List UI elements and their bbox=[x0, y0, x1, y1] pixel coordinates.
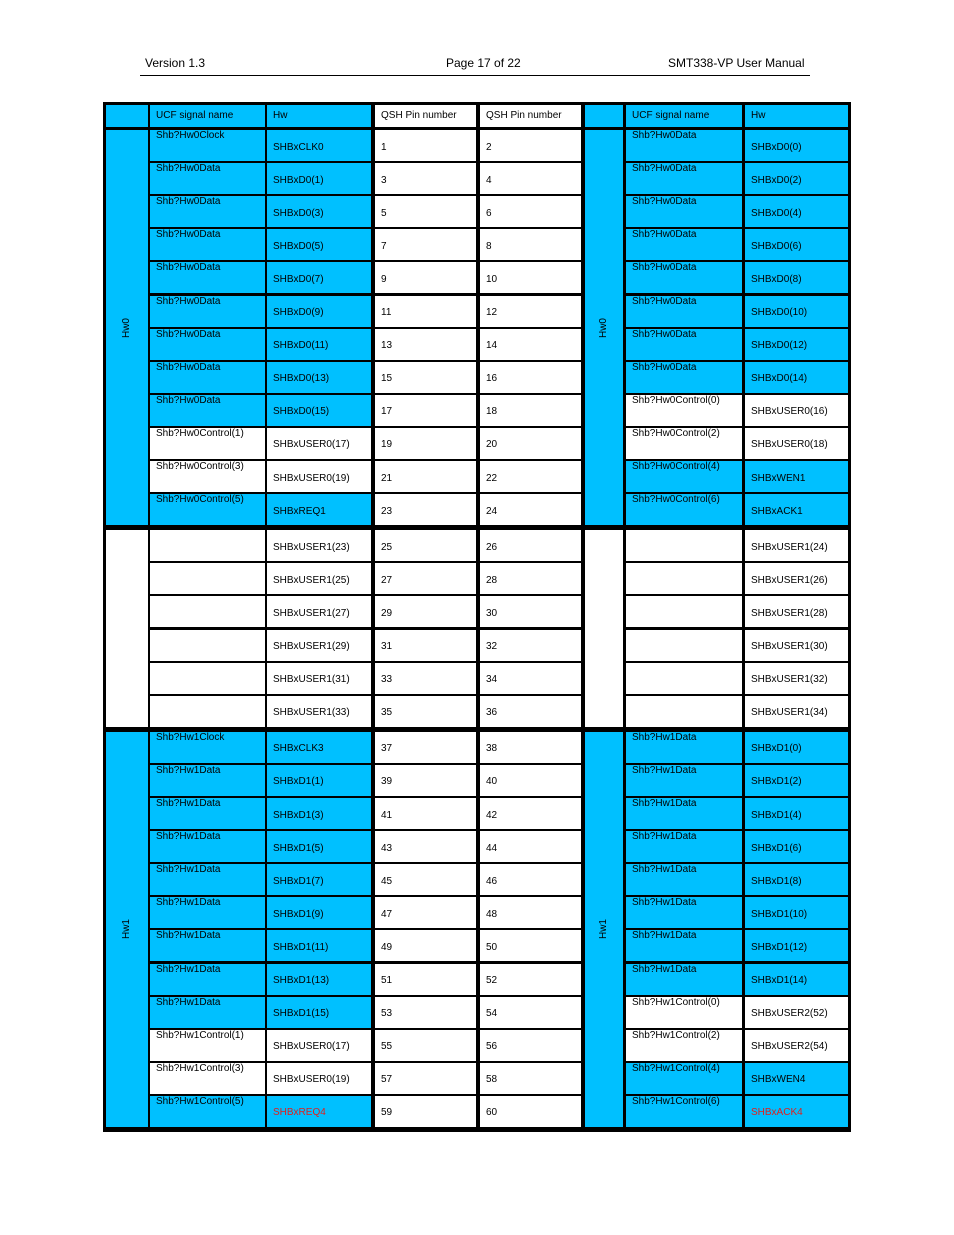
header-rule bbox=[140, 75, 810, 76]
header-blank-cell bbox=[106, 105, 148, 127]
qsh-pin-number: 8 bbox=[480, 229, 581, 260]
qsh-pin-number: 54 bbox=[480, 997, 581, 1028]
qsh-pin-number: 34 bbox=[480, 663, 581, 694]
ucf-signal-name: Shb?Hw1Control(4) bbox=[626, 1063, 742, 1094]
qsh-pin-number: 38 bbox=[480, 732, 581, 763]
ucf-signal-name: Shb?Hw1Data bbox=[626, 798, 742, 829]
qsh-pin-number: 60 bbox=[480, 1096, 581, 1127]
header-version: Version 1.3 bbox=[145, 56, 206, 70]
ucf-signal-name: Shb?Hw0Control(2) bbox=[626, 428, 742, 459]
hw-signal: SHBxD0(11) bbox=[267, 329, 371, 360]
hw-signal: SHBxD0(8) bbox=[745, 262, 848, 293]
hw-signal: SHBxD1(15) bbox=[267, 997, 371, 1028]
ucf-signal-name bbox=[150, 530, 265, 561]
qsh-pin-number: 46 bbox=[480, 864, 581, 895]
hw-signal: SHBxD0(10) bbox=[745, 296, 848, 327]
hw-signal: SHBxD1(4) bbox=[745, 798, 848, 829]
hw-signal: SHBxUSER1(31) bbox=[267, 663, 371, 694]
ucf-signal-name: Shb?Hw0Data bbox=[150, 329, 265, 360]
qsh-pin-number: 35 bbox=[375, 696, 476, 727]
ucf-signal-name: Shb?Hw1Data bbox=[626, 765, 742, 796]
ucf-signal-name: Shb?Hw1Control(1) bbox=[150, 1030, 265, 1061]
ucf-signal-name: Shb?Hw1Control(6) bbox=[626, 1096, 742, 1127]
ucf-signal-name: Shb?Hw1Data bbox=[150, 765, 265, 796]
ucf-signal-name: Shb?Hw0Control(6) bbox=[626, 494, 742, 525]
hw-signal: SHBxUSER1(23) bbox=[267, 530, 371, 561]
qsh-pin-number: 42 bbox=[480, 798, 581, 829]
ucf-signal-name: Shb?Hw0Control(4) bbox=[626, 461, 742, 492]
hw-signal: SHBxCLK0 bbox=[267, 130, 371, 161]
qsh-pin-number: 3 bbox=[375, 163, 476, 194]
hw-signal: SHBxUSER1(33) bbox=[267, 696, 371, 727]
qsh-pin-number: 58 bbox=[480, 1063, 581, 1094]
ucf-signal-name bbox=[150, 596, 265, 627]
ucf-signal-name: Shb?Hw0Data bbox=[626, 163, 742, 194]
ucf-signal-name: Shb?Hw1Data bbox=[150, 897, 265, 928]
hw-signal: SHBxD1(10) bbox=[745, 897, 848, 928]
hw-signal: SHBxD0(4) bbox=[745, 196, 848, 227]
qsh-pin-number: 19 bbox=[375, 428, 476, 459]
pin-table bbox=[103, 102, 851, 1132]
hw-signal: SHBxD0(14) bbox=[745, 362, 848, 393]
hw-signal: SHBxUSER1(30) bbox=[745, 630, 848, 661]
qsh-pin-number: 43 bbox=[375, 831, 476, 862]
qsh-pin-number: 21 bbox=[375, 461, 476, 492]
ucf-signal-name: Shb?Hw0Control(0) bbox=[626, 395, 742, 426]
qsh-pin-number: 26 bbox=[480, 530, 581, 561]
qsh-pin-number: 41 bbox=[375, 798, 476, 829]
hw-signal: SHBxACK1 bbox=[745, 494, 848, 525]
hw-signal: SHBxUSER2(54) bbox=[745, 1030, 848, 1061]
group-side-label bbox=[585, 530, 623, 727]
ucf-signal-name: Shb?Hw0Data bbox=[150, 229, 265, 260]
column-header: QSH Pin number bbox=[480, 105, 581, 127]
qsh-pin-number: 20 bbox=[480, 428, 581, 459]
hw-signal: SHBxUSER1(25) bbox=[267, 563, 371, 594]
qsh-pin-number: 16 bbox=[480, 362, 581, 393]
ucf-signal-name bbox=[626, 663, 742, 694]
hw-signal: SHBxACK4 bbox=[745, 1096, 848, 1127]
ucf-signal-name bbox=[150, 563, 265, 594]
qsh-pin-number: 44 bbox=[480, 831, 581, 862]
ucf-signal-name bbox=[626, 530, 742, 561]
hw-signal: SHBxUSER1(34) bbox=[745, 696, 848, 727]
ucf-signal-name bbox=[150, 696, 265, 727]
qsh-pin-number: 18 bbox=[480, 395, 581, 426]
qsh-pin-number: 36 bbox=[480, 696, 581, 727]
ucf-signal-name: Shb?Hw1Data bbox=[150, 964, 265, 995]
qsh-pin-number: 22 bbox=[480, 461, 581, 492]
qsh-pin-number: 48 bbox=[480, 897, 581, 928]
group-side-label-text: Hw1 bbox=[120, 919, 132, 940]
ucf-signal-name: Shb?Hw1Control(5) bbox=[150, 1096, 265, 1127]
hw-signal: SHBxUSER0(17) bbox=[267, 428, 371, 459]
hw-signal: SHBxWEN4 bbox=[745, 1063, 848, 1094]
ucf-signal-name: Shb?Hw1Data bbox=[150, 997, 265, 1028]
ucf-signal-name bbox=[150, 630, 265, 661]
hw-signal: SHBxD0(12) bbox=[745, 329, 848, 360]
hw-signal: SHBxWEN1 bbox=[745, 461, 848, 492]
hw-signal: SHBxD1(2) bbox=[745, 765, 848, 796]
hw-signal: SHBxUSER0(16) bbox=[745, 395, 848, 426]
ucf-signal-name bbox=[150, 663, 265, 694]
hw-signal: SHBxUSER0(19) bbox=[267, 1063, 371, 1094]
ucf-signal-name: Shb?Hw0Data bbox=[150, 362, 265, 393]
qsh-pin-number: 55 bbox=[375, 1030, 476, 1061]
qsh-pin-number: 23 bbox=[375, 494, 476, 525]
qsh-pin-number: 50 bbox=[480, 930, 581, 961]
ucf-signal-name: Shb?Hw0Control(5) bbox=[150, 494, 265, 525]
ucf-signal-name bbox=[626, 596, 742, 627]
hw-signal: SHBxD0(13) bbox=[267, 362, 371, 393]
hw-signal: SHBxD0(0) bbox=[745, 130, 848, 161]
hw-signal: SHBxD0(1) bbox=[267, 163, 371, 194]
ucf-signal-name: Shb?Hw1Data bbox=[626, 831, 742, 862]
hw-signal: SHBxD1(11) bbox=[267, 930, 371, 961]
ucf-signal-name: Shb?Hw1Data bbox=[150, 831, 265, 862]
header-document-title: SMT338-VP User Manual bbox=[668, 56, 805, 70]
ucf-signal-name: Shb?Hw0Data bbox=[626, 296, 742, 327]
hw-signal: SHBxD1(7) bbox=[267, 864, 371, 895]
qsh-pin-number: 15 bbox=[375, 362, 476, 393]
qsh-pin-number: 45 bbox=[375, 864, 476, 895]
group-side-label bbox=[106, 732, 148, 1127]
group-side-label-text: Hw0 bbox=[120, 317, 132, 338]
group-side-label bbox=[106, 530, 148, 727]
ucf-signal-name: Shb?Hw0Data bbox=[150, 395, 265, 426]
hw-signal: SHBxUSER1(27) bbox=[267, 596, 371, 627]
group-side-label bbox=[106, 130, 148, 525]
hw-signal: SHBxREQ4 bbox=[267, 1096, 371, 1127]
hw-signal: SHBxD1(1) bbox=[267, 765, 371, 796]
ucf-signal-name: Shb?Hw1Clock bbox=[150, 732, 265, 763]
hw-signal: SHBxUSER1(24) bbox=[745, 530, 848, 561]
qsh-pin-number: 40 bbox=[480, 765, 581, 796]
ucf-signal-name bbox=[626, 630, 742, 661]
qsh-pin-number: 37 bbox=[375, 732, 476, 763]
qsh-pin-number: 5 bbox=[375, 196, 476, 227]
hw-signal: SHBxUSER1(29) bbox=[267, 630, 371, 661]
ucf-signal-name: Shb?Hw0Data bbox=[150, 262, 265, 293]
group-side-label bbox=[585, 130, 623, 525]
ucf-signal-name: Shb?Hw1Data bbox=[150, 864, 265, 895]
ucf-signal-name: Shb?Hw0Data bbox=[626, 329, 742, 360]
hw-signal: SHBxUSER2(52) bbox=[745, 997, 848, 1028]
qsh-pin-number: 32 bbox=[480, 630, 581, 661]
hw-signal: SHBxD1(6) bbox=[745, 831, 848, 862]
qsh-pin-number: 39 bbox=[375, 765, 476, 796]
hw-signal: SHBxD0(7) bbox=[267, 262, 371, 293]
ucf-signal-name: Shb?Hw0Data bbox=[626, 130, 742, 161]
hw-signal: SHBxD1(12) bbox=[745, 930, 848, 961]
hw-signal: SHBxD1(13) bbox=[267, 964, 371, 995]
hw-signal: SHBxD0(9) bbox=[267, 296, 371, 327]
hw-signal: SHBxD1(9) bbox=[267, 897, 371, 928]
qsh-pin-number: 51 bbox=[375, 964, 476, 995]
qsh-pin-number: 49 bbox=[375, 930, 476, 961]
qsh-pin-number: 29 bbox=[375, 596, 476, 627]
qsh-pin-number: 25 bbox=[375, 530, 476, 561]
qsh-pin-number: 30 bbox=[480, 596, 581, 627]
ucf-signal-name: Shb?Hw0Data bbox=[150, 196, 265, 227]
hw-signal: SHBxD1(14) bbox=[745, 964, 848, 995]
hw-signal: SHBxD0(5) bbox=[267, 229, 371, 260]
hw-signal: SHBxUSER0(19) bbox=[267, 461, 371, 492]
ucf-signal-name: Shb?Hw0Clock bbox=[150, 130, 265, 161]
ucf-signal-name: Shb?Hw1Data bbox=[626, 864, 742, 895]
qsh-pin-number: 52 bbox=[480, 964, 581, 995]
qsh-pin-number: 17 bbox=[375, 395, 476, 426]
hw-signal: SHBxUSER0(18) bbox=[745, 428, 848, 459]
column-header: UCF signal name bbox=[626, 105, 742, 127]
ucf-signal-name: Shb?Hw1Data bbox=[626, 732, 742, 763]
hw-signal: SHBxD1(8) bbox=[745, 864, 848, 895]
ucf-signal-name: Shb?Hw1Data bbox=[626, 897, 742, 928]
column-header: Hw bbox=[745, 105, 848, 127]
hw-signal: SHBxCLK3 bbox=[267, 732, 371, 763]
qsh-pin-number: 57 bbox=[375, 1063, 476, 1094]
ucf-signal-name: Shb?Hw0Control(3) bbox=[150, 461, 265, 492]
ucf-signal-name: Shb?Hw0Data bbox=[150, 163, 265, 194]
hw-signal: SHBxUSER0(17) bbox=[267, 1030, 371, 1061]
hw-signal: SHBxD0(15) bbox=[267, 395, 371, 426]
qsh-pin-number: 12 bbox=[480, 296, 581, 327]
group-side-label bbox=[585, 732, 623, 1127]
column-header: QSH Pin number bbox=[375, 105, 476, 127]
ucf-signal-name: Shb?Hw1Data bbox=[626, 964, 742, 995]
qsh-pin-number: 9 bbox=[375, 262, 476, 293]
qsh-pin-number: 14 bbox=[480, 329, 581, 360]
qsh-pin-number: 27 bbox=[375, 563, 476, 594]
qsh-pin-number: 7 bbox=[375, 229, 476, 260]
qsh-pin-number: 2 bbox=[480, 130, 581, 161]
group-side-label-text: Hw0 bbox=[597, 317, 609, 338]
qsh-pin-number: 4 bbox=[480, 163, 581, 194]
qsh-pin-number: 13 bbox=[375, 329, 476, 360]
ucf-signal-name: Shb?Hw1Data bbox=[150, 930, 265, 961]
ucf-signal-name: Shb?Hw0Data bbox=[626, 262, 742, 293]
hw-signal: SHBxUSER1(32) bbox=[745, 663, 848, 694]
ucf-signal-name bbox=[626, 563, 742, 594]
ucf-signal-name bbox=[626, 696, 742, 727]
ucf-signal-name: Shb?Hw0Control(1) bbox=[150, 428, 265, 459]
hw-signal: SHBxD0(6) bbox=[745, 229, 848, 260]
ucf-signal-name: Shb?Hw0Data bbox=[626, 362, 742, 393]
ucf-signal-name: Shb?Hw1Control(3) bbox=[150, 1063, 265, 1094]
qsh-pin-number: 11 bbox=[375, 296, 476, 327]
qsh-pin-number: 53 bbox=[375, 997, 476, 1028]
ucf-signal-name: Shb?Hw1Control(0) bbox=[626, 997, 742, 1028]
ucf-signal-name: Shb?Hw0Data bbox=[626, 229, 742, 260]
header-blank-cell bbox=[585, 105, 623, 127]
header-page-number: Page 17 of 22 bbox=[446, 56, 521, 70]
hw-signal: SHBxD1(3) bbox=[267, 798, 371, 829]
column-header: Hw bbox=[267, 105, 371, 127]
ucf-signal-name: Shb?Hw1Data bbox=[626, 930, 742, 961]
column-header: UCF signal name bbox=[150, 105, 265, 127]
ucf-signal-name: Shb?Hw1Data bbox=[150, 798, 265, 829]
qsh-pin-number: 47 bbox=[375, 897, 476, 928]
qsh-pin-number: 31 bbox=[375, 630, 476, 661]
group-side-label-text: Hw1 bbox=[597, 919, 609, 940]
qsh-pin-number: 33 bbox=[375, 663, 476, 694]
ucf-signal-name: Shb?Hw1Control(2) bbox=[626, 1030, 742, 1061]
ucf-signal-name: Shb?Hw0Data bbox=[150, 296, 265, 327]
hw-signal: SHBxREQ1 bbox=[267, 494, 371, 525]
hw-signal: SHBxD1(0) bbox=[745, 732, 848, 763]
qsh-pin-number: 1 bbox=[375, 130, 476, 161]
qsh-pin-number: 59 bbox=[375, 1096, 476, 1127]
hw-signal: SHBxD0(3) bbox=[267, 196, 371, 227]
hw-signal: SHBxUSER1(28) bbox=[745, 596, 848, 627]
qsh-pin-number: 24 bbox=[480, 494, 581, 525]
qsh-pin-number: 6 bbox=[480, 196, 581, 227]
hw-signal: SHBxUSER1(26) bbox=[745, 563, 848, 594]
hw-signal: SHBxD0(2) bbox=[745, 163, 848, 194]
qsh-pin-number: 28 bbox=[480, 563, 581, 594]
qsh-pin-number: 10 bbox=[480, 262, 581, 293]
hw-signal: SHBxD1(5) bbox=[267, 831, 371, 862]
ucf-signal-name: Shb?Hw0Data bbox=[626, 196, 742, 227]
qsh-pin-number: 56 bbox=[480, 1030, 581, 1061]
